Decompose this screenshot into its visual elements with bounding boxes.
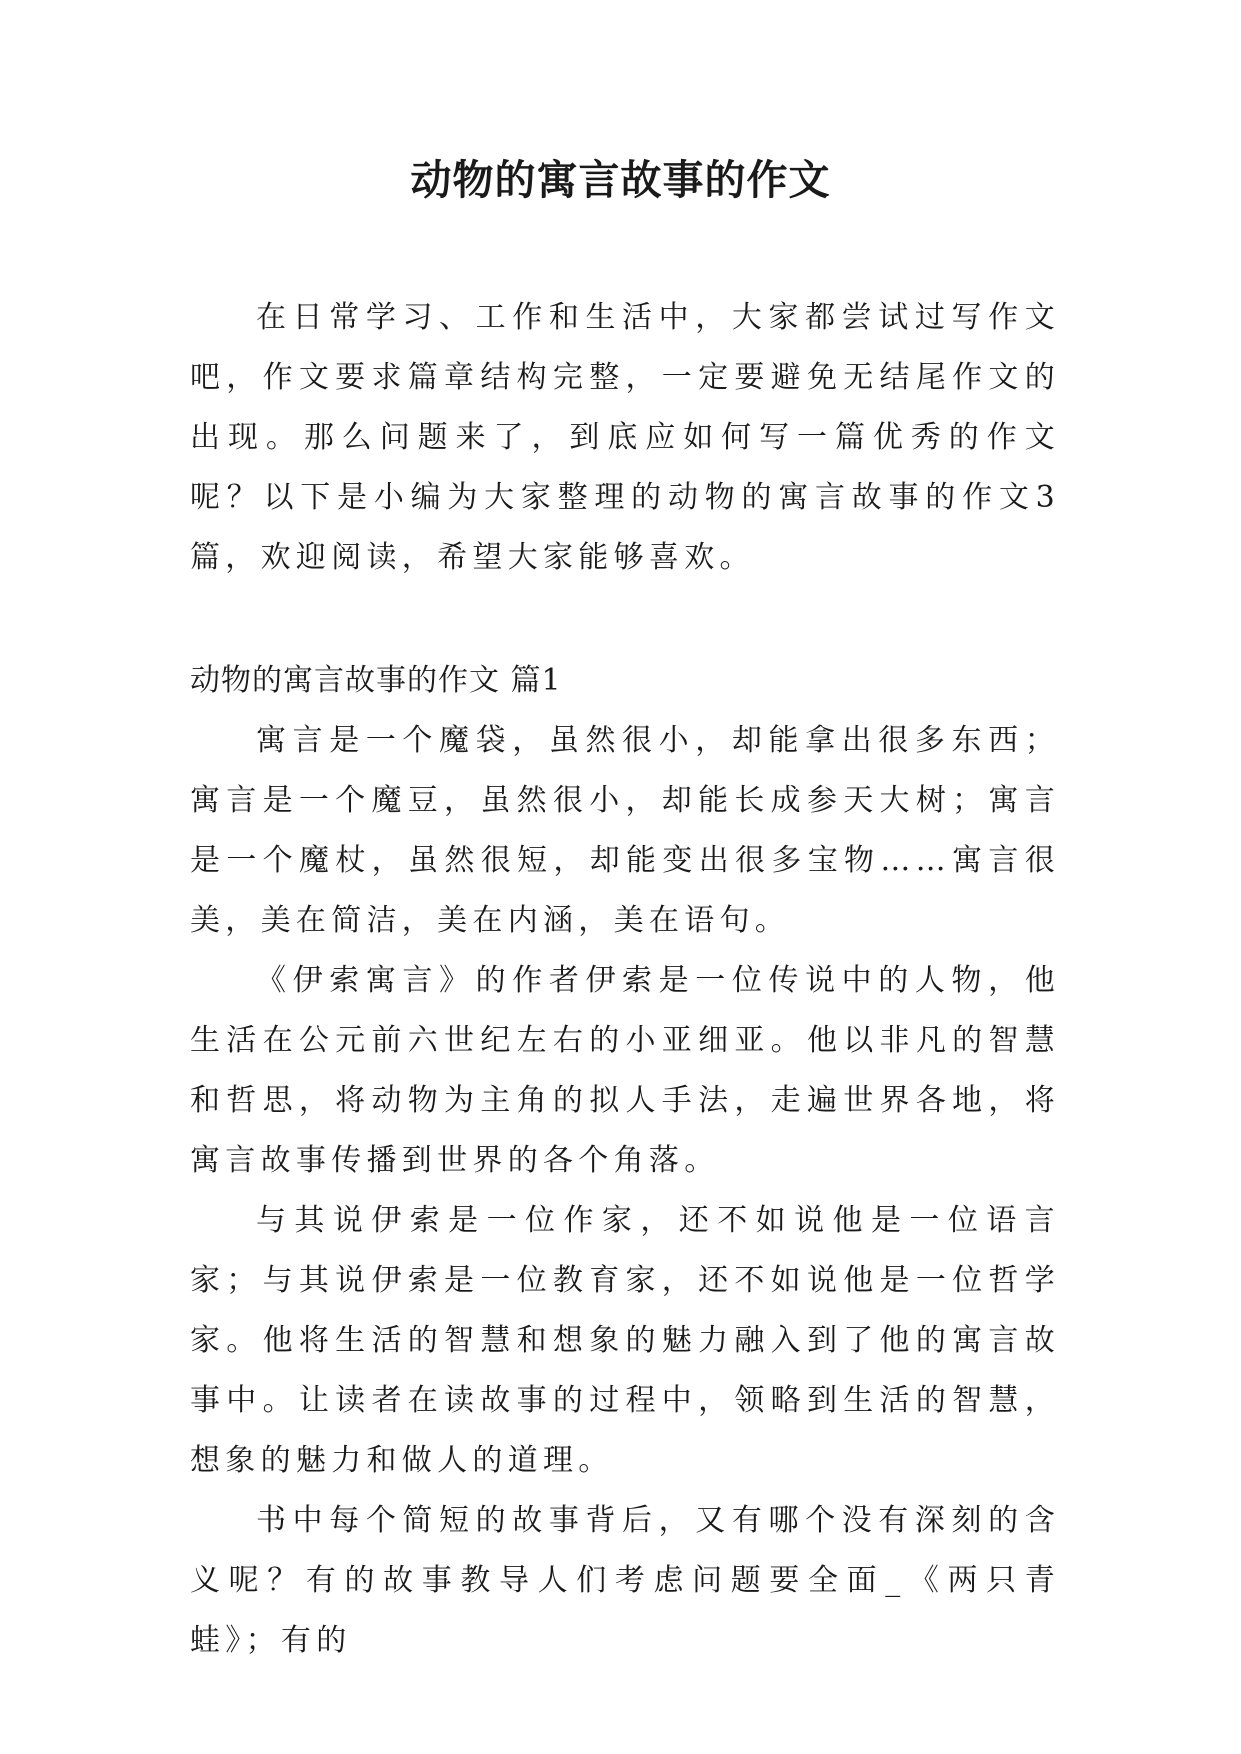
section-heading: 动物的寓言故事的作文 篇1 bbox=[190, 663, 562, 698]
body-paragraph: 书中每个简短的故事背后，又有哪个没有深刻的含义呢？有的故事教导人们考虑问题要全面_《两只青蛙》；有的 bbox=[190, 1503, 1060, 1658]
document-body bbox=[190, 288, 1060, 1671]
document-title: 动物的寓言故事的作文 bbox=[410, 156, 831, 204]
body-paragraph: 与其说伊索是一位作家，还不如说他是一位语言家；与其说伊索是一位教育家，还不如说他是一位哲学家。他将生活的智慧和想象的魅力融入到了他的寓言故事中。让读者在读故事的过程中，领略到生活的智慧，想象的魅力和做人的道理。 bbox=[190, 1203, 1060, 1478]
body-paragraph: 《伊索寓言》的作者伊索是一位传说中的人物，他生活在公元前六世纪左右的小亚细亚。他以非凡的智慧和哲思，将动物为主角的拟人手法，走遍世界各地，将寓言故事传播到世界的各个角落。 bbox=[190, 963, 1060, 1178]
body-paragraph: 寓言是一个魔袋，虽然很小，却能拿出很多东西；寓言是一个魔豆，虽然很小，却能长成参天大树；寓言是一个魔杖，虽然很短，却能变出很多宝物……寓言很美，美在简洁，美在内涵，美在语句。 bbox=[190, 723, 1060, 938]
intro-paragraph: 在日常学习、工作和生活中，大家都尝试过写作文吧，作文要求篇章结构完整，一定要避免无结尾作文的出现。那么问题来了，到底应如何写一篇优秀的作文呢？以下是小编为大家整理的动物的寓言故事的作文3篇，欢迎阅读，希望大家能够喜欢。 bbox=[190, 300, 1060, 575]
